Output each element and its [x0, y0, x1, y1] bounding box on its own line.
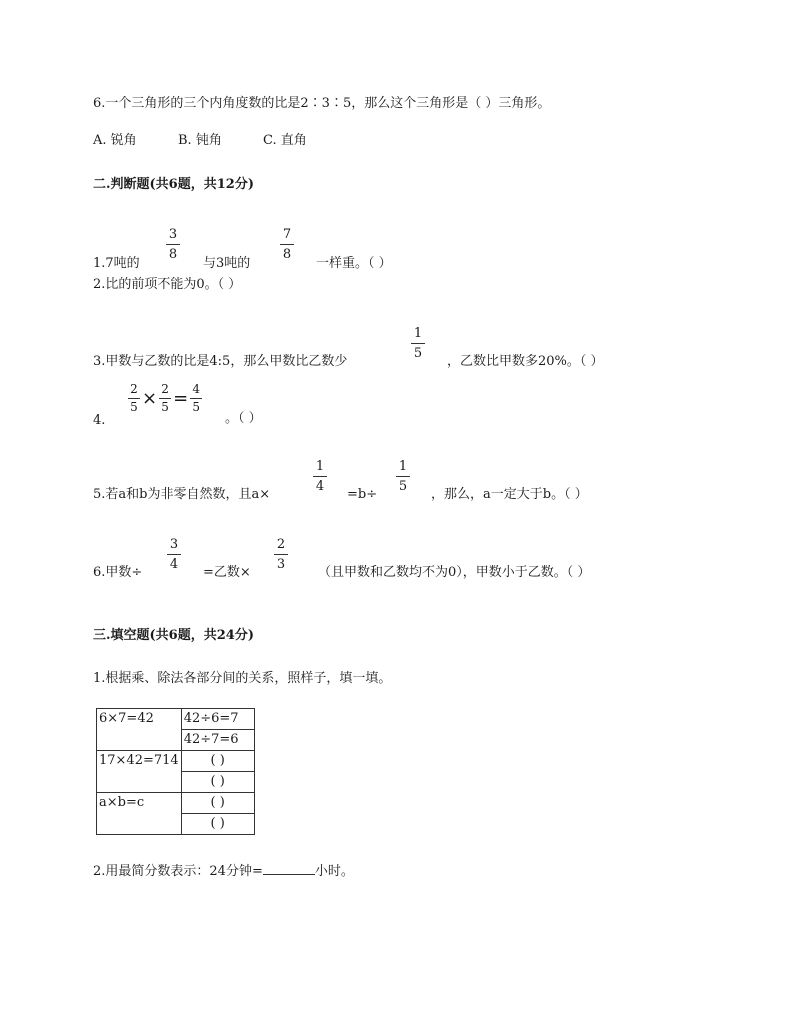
section-heading-fill-in: 三.填空题(共6题，共24分) [93, 628, 254, 643]
fraction-bar [313, 476, 327, 477]
fraction-denominator: 3 [276, 557, 286, 572]
judge-q3-part-b: ，乙数比甲数多20%。（ ） [447, 354, 604, 369]
judge-q6-fraction-1 [166, 537, 182, 572]
fraction-bar [128, 398, 140, 399]
equals-operator: = [173, 388, 189, 409]
fraction-denominator: 5 [161, 400, 169, 414]
judge-q5-fraction-2 [395, 459, 411, 494]
judge-q5-fraction-1 [312, 459, 328, 494]
fraction-bar [190, 398, 202, 399]
judge-q3-fraction [410, 326, 426, 361]
fraction-denominator: 4 [169, 557, 179, 572]
fraction-numerator: 1 [315, 459, 325, 474]
table-cell-answer: 42÷6=7 [181, 709, 254, 730]
fraction-bar [167, 554, 181, 555]
example-table [96, 708, 255, 835]
answer-blank[interactable] [263, 861, 315, 875]
judge-q1-fraction-2 [279, 227, 295, 262]
judge-q2-text: 2.比的前项不能为0。（ ） [93, 277, 242, 292]
judge-q3-part-a: 3.甲数与乙数的比是4:5，那么甲数比乙数少 [93, 354, 348, 369]
table-cell-answer-blank[interactable]: ( ) [181, 772, 254, 793]
table-cell-answer-blank[interactable]: ( ) [181, 814, 254, 835]
fraction-denominator: 5 [192, 400, 200, 414]
fraction-bar [280, 244, 294, 245]
table-cell-equation: 17×42=714 [97, 751, 182, 793]
judge-q4-number: 4. [93, 413, 106, 428]
fraction-bar [166, 244, 180, 245]
judge-q1-fraction-1 [165, 227, 181, 262]
judge-q6-part-a: 6.甲数÷ [93, 565, 143, 580]
fraction-numerator: 4 [192, 382, 200, 396]
fraction-bar [274, 554, 288, 555]
question-6-text: 6.一个三角形的三个内角度数的比是2∶3∶5，那么这个三角形是（ ）三角形。 [93, 96, 551, 111]
times-operator: × [142, 388, 158, 409]
fraction-numerator: 1 [398, 459, 408, 474]
option-c: C. 直角 [263, 133, 307, 148]
judge-q6-part-b: =乙数× [203, 565, 251, 580]
table-row [97, 751, 255, 772]
equation-fraction-1 [127, 383, 141, 414]
fill-q1-text: 1.根据乘、除法各部分间的关系，照样子，填一填。 [93, 671, 392, 686]
judge-q1-part-a: 1.7吨的 [93, 256, 140, 271]
fraction-numerator: 3 [169, 537, 179, 552]
section-heading-judgement: 二.判断题(共6题，共12分) [93, 177, 254, 192]
fill-q2-part-a: 2.用最简分数表示：24分钟= [93, 864, 263, 879]
fraction-bar [411, 343, 425, 344]
judge-q4-equation [127, 383, 203, 415]
table-cell-answer-blank[interactable]: ( ) [181, 751, 254, 772]
judge-q6-part-c: （且甲数和乙数均不为0），甲数小于乙数。（ ） [318, 565, 591, 580]
table-row [97, 793, 255, 814]
fraction-numerator: 7 [282, 227, 292, 242]
fraction-denominator: 8 [168, 247, 178, 262]
judge-q6-fraction-2 [273, 537, 289, 572]
equation-fraction-2 [158, 383, 172, 414]
table-cell-equation: a×b=c [97, 793, 182, 835]
option-a: A. 锐角 [93, 133, 137, 148]
equation-fraction-3 [189, 383, 203, 414]
fraction-numerator: 2 [161, 382, 169, 396]
fraction-numerator: 2 [276, 537, 286, 552]
fraction-bar [159, 398, 171, 399]
fraction-denominator: 5 [398, 479, 408, 494]
fill-q2-part-b: 小时。 [314, 864, 354, 879]
option-b: B. 钝角 [178, 133, 222, 148]
table-row [97, 709, 255, 730]
table-cell-answer: 42÷7=6 [181, 730, 254, 751]
judge-q1-part-b: 与3吨的 [203, 256, 251, 271]
fraction-denominator: 5 [130, 400, 138, 414]
fraction-denominator: 4 [315, 479, 325, 494]
table-cell-answer-blank[interactable]: ( ) [181, 793, 254, 814]
fraction-numerator: 2 [130, 382, 138, 396]
judge-q1-part-c: 一样重。（ ） [316, 256, 392, 271]
table-cell-equation: 6×7=42 [97, 709, 182, 751]
fraction-denominator: 8 [282, 247, 292, 262]
judge-q5-part-b: =b÷ [347, 487, 378, 502]
fraction-denominator: 5 [413, 346, 423, 361]
fill-q2 [93, 861, 354, 880]
fraction-numerator: 1 [413, 326, 423, 341]
judge-q4-tail: 。（ ） [225, 411, 262, 426]
fraction-numerator: 3 [168, 227, 178, 242]
fraction-bar [396, 476, 410, 477]
judge-q5-part-c: ，那么，a一定大于b。（ ） [431, 487, 588, 502]
judge-q5-part-a: 5.若a和b为非零自然数，且a× [93, 487, 271, 502]
